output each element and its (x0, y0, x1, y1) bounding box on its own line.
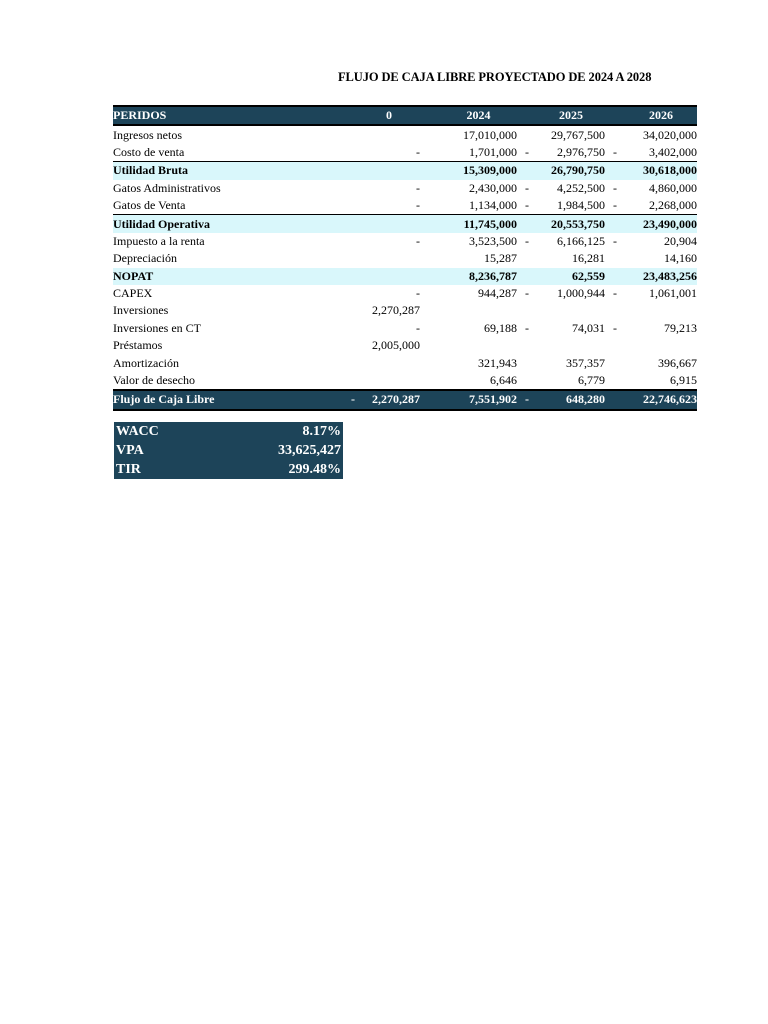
table-row-subtotal: Utilidad Bruta 15,309,000 26,790,750 30,618,000 (113, 162, 697, 180)
summary-row-vpa (114, 441, 343, 460)
row-label: Utilidad Operativa (113, 215, 348, 233)
summary-key: WACC (116, 424, 159, 439)
row-label: NOPAT (113, 268, 348, 285)
table-row: Préstamos 2,005,000 (113, 337, 697, 354)
summary-row-tir (114, 460, 343, 479)
row-label: Depreciación (113, 251, 177, 266)
row-label: CAPEX (113, 286, 153, 301)
row-label: Costo de venta (113, 144, 185, 159)
row-label: Inversiones (113, 303, 169, 318)
table-row: Impuesto a la renta - 3,523,500 - 6,166,125 - 20,904 (113, 233, 697, 250)
table-row: Amortización 321,943 357,357 396,667 (113, 354, 697, 371)
table-row: CAPEX - 944,287 - 1,000,944 - 1,061,001 (113, 285, 697, 302)
summary-key: TIR (116, 462, 141, 477)
table-row: Depreciación 15,287 16,281 14,160 (113, 250, 697, 267)
header-period-1: 2024 (440, 106, 517, 125)
table-row: Gatos Administrativos - 2,430,000 - 4,252,500 - 4,860,000 (113, 180, 697, 197)
table-header-row (113, 106, 697, 125)
row-label: Gatos Administrativos (113, 180, 221, 195)
summary-key: VPA (116, 443, 144, 458)
header-period-3: 2026 (625, 106, 697, 125)
summary-row-wacc (114, 422, 343, 441)
header-label: PERIDOS (113, 106, 348, 125)
row-label: Gatos de Venta (113, 198, 186, 213)
report-title: FLUJO DE CAJA LIBRE PROYECTADO DE 2024 A 2028 (338, 70, 652, 84)
row-label: Préstamos (113, 338, 163, 353)
table-row: Inversiones 2,270,287 (113, 302, 697, 319)
cash-flow-table (113, 105, 697, 411)
table-footer-row: Flujo de Caja Libre - 2,270,287 7,551,902 - 648,280 22,746,623 (113, 390, 697, 409)
table-row-subtotal: NOPAT 8,236,787 62,559 23,483,256 (113, 268, 697, 285)
table-row: Inversiones en CT - 69,188 - 74,031 - 79,213 (113, 320, 697, 337)
summary-table (114, 422, 343, 479)
row-label: Valor de desecho (113, 373, 195, 388)
header-period-0: 0 (358, 106, 420, 125)
row-label: Utilidad Bruta (113, 162, 348, 180)
table-row-subtotal: Utilidad Operativa 11,745,000 20,553,750 23,490,000 (113, 215, 697, 233)
summary-value: 299.48% (288, 462, 341, 477)
table-row: Gatos de Venta - 1,134,000 - 1,984,500 - 2,268,000 (113, 197, 697, 215)
summary-value: 8.17% (302, 424, 341, 439)
summary-value: 33,625,427 (278, 443, 341, 458)
row-label: Ingresos netos (113, 127, 182, 142)
row-label: Impuesto a la renta (113, 233, 205, 248)
table-row: Valor de desecho 6,646 6,779 6,915 (113, 372, 697, 390)
table-row: Ingresos netos 17,010,000 29,767,500 34,020,000 (113, 125, 697, 143)
table-row: Costo de venta - 1,701,000 - 2,976,750 - 3,402,000 (113, 144, 697, 162)
row-label: Inversiones en CT (113, 320, 201, 335)
footer-label: Flujo de Caja Libre (113, 390, 348, 409)
header-period-2: 2025 (537, 106, 605, 125)
row-label: Amortización (113, 355, 179, 370)
